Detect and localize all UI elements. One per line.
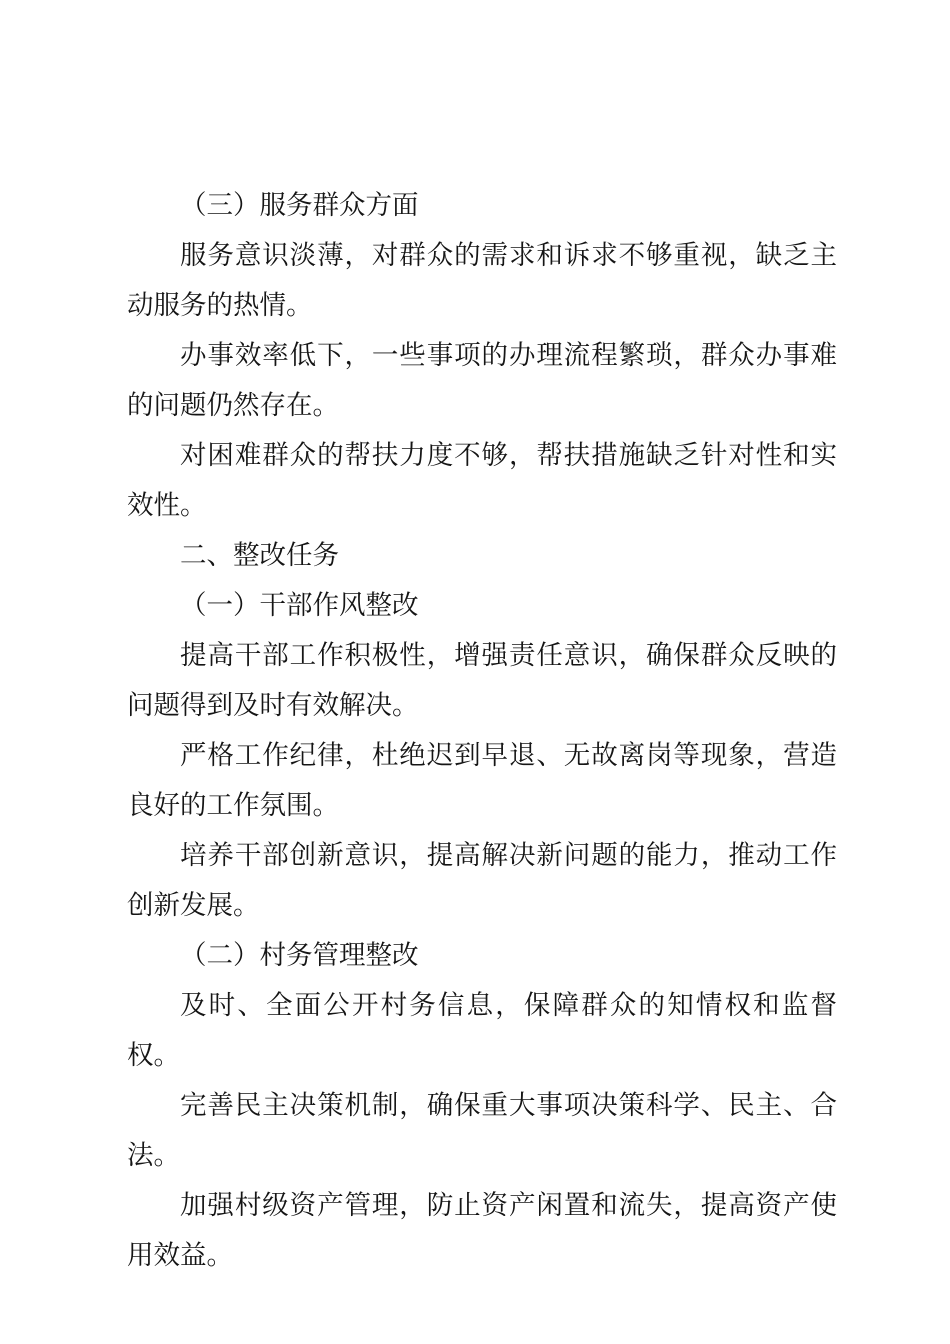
paragraph: 对困难群众的帮扶力度不够，帮扶措施缺乏针对性和实效性。 bbox=[127, 440, 837, 521]
paragraph: 服务意识淡薄，对群众的需求和诉求不够重视，缺乏主动服务的热情。 bbox=[127, 240, 837, 321]
paragraph: 培养干部创新意识，提高解决新问题的能力，推动工作创新发展。 bbox=[127, 840, 837, 921]
section-heading-cadre-style: （一）干部作风整改 bbox=[180, 590, 419, 621]
paragraph: 及时、全面公开村务信息，保障群众的知情权和监督权。 bbox=[127, 990, 837, 1071]
chapter-heading-rectification-tasks: 二、整改任务 bbox=[180, 540, 339, 571]
paragraph: 办事效率低下，一些事项的办理流程繁琐，群众办事难的问题仍然存在。 bbox=[127, 340, 837, 421]
section-heading-service: （三）服务群众方面 bbox=[180, 190, 419, 221]
document-body bbox=[127, 181, 837, 1281]
paragraph: 严格工作纪律，杜绝迟到早退、无故离岗等现象，营造良好的工作氛围。 bbox=[127, 740, 837, 821]
paragraph: 完善民主决策机制，确保重大事项决策科学、民主、合法。 bbox=[127, 1090, 837, 1171]
section-heading-village-affairs: （二）村务管理整改 bbox=[180, 940, 419, 971]
paragraph: 加强村级资产管理，防止资产闲置和流失，提高资产使用效益。 bbox=[127, 1190, 837, 1271]
paragraph: 提高干部工作积极性，增强责任意识，确保群众反映的问题得到及时有效解决。 bbox=[127, 640, 837, 721]
